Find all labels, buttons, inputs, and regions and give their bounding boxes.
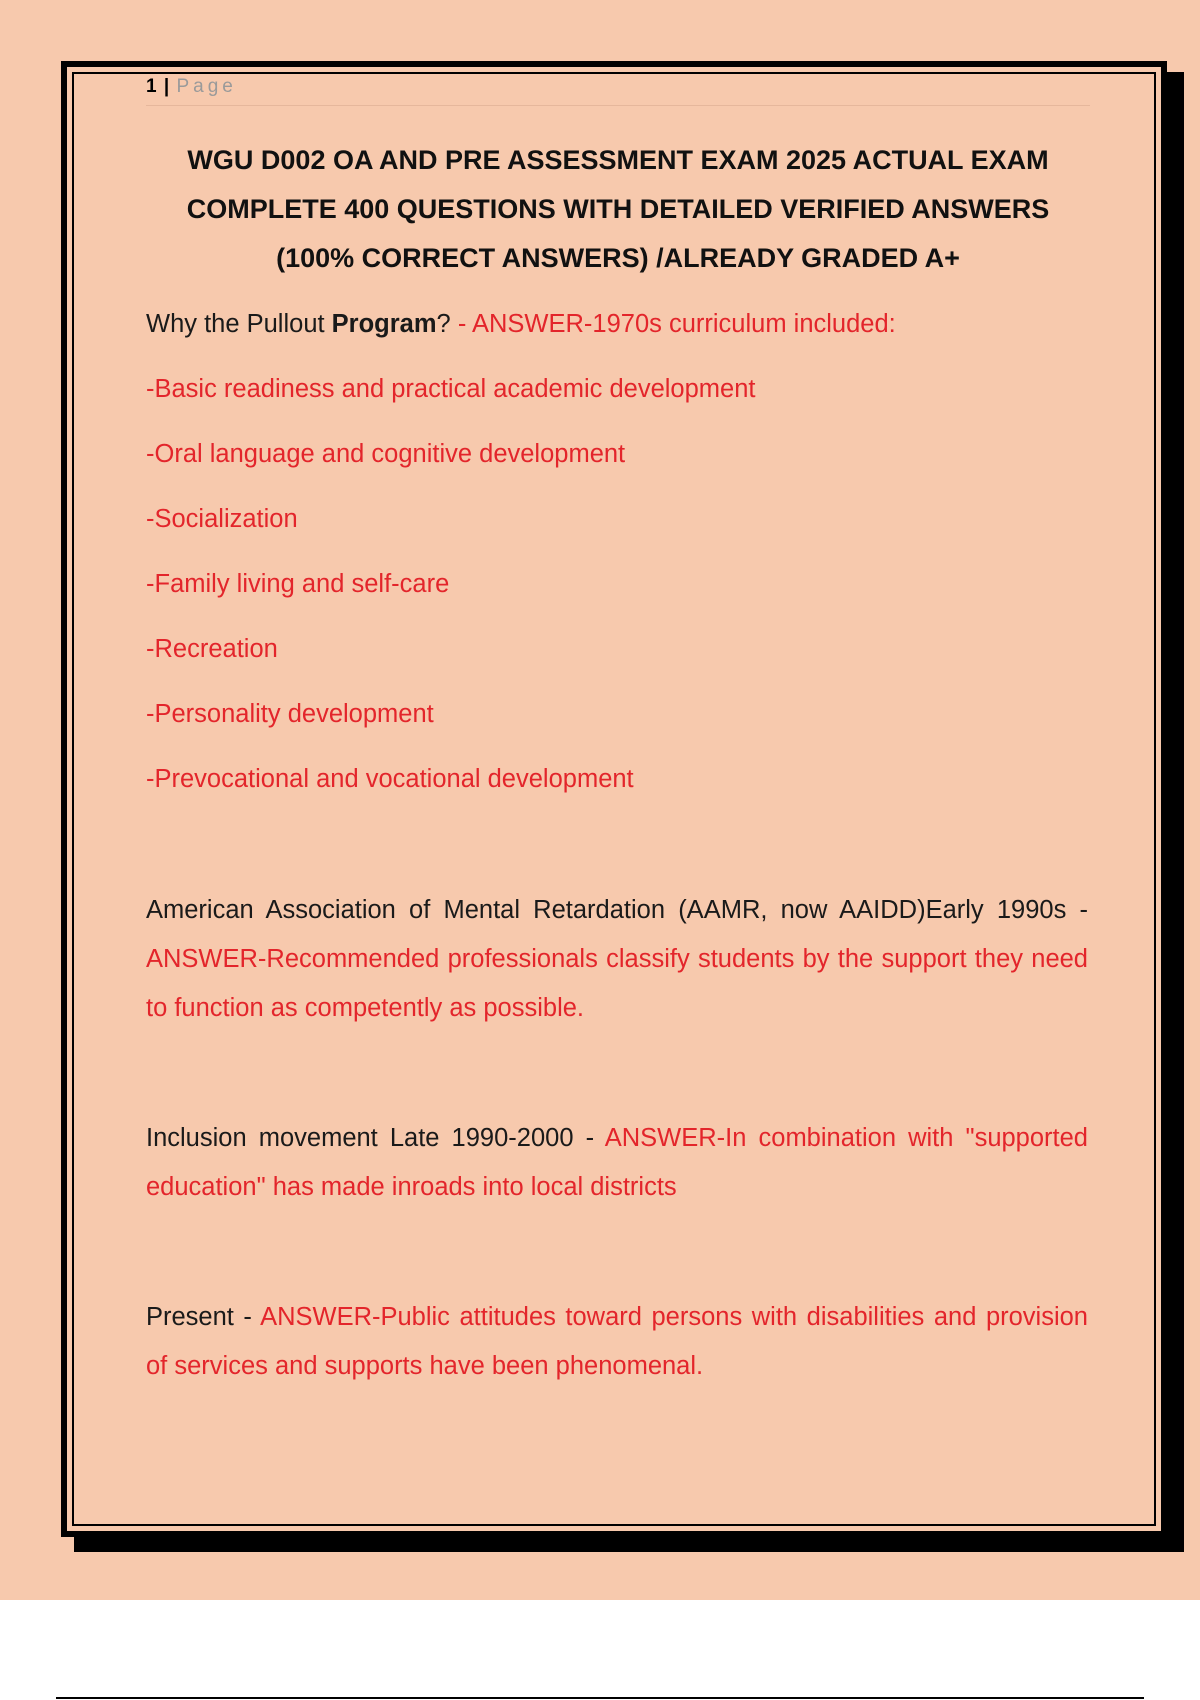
answer-list-item: -Prevocational and vocational development [146, 765, 634, 793]
answer-list-item: -Family living and self-care [146, 570, 450, 598]
page-label: Page [176, 76, 237, 97]
answer-list-item: -Oral language and cognitive development [146, 440, 626, 468]
qa-item-3 [146, 1114, 1088, 1212]
question-text: Inclusion movement Late 1990-2000 - [146, 1124, 605, 1152]
answer-list-item: -Recreation [146, 635, 278, 663]
document-body [146, 302, 1088, 1391]
answer-list-item: -Socialization [146, 505, 298, 533]
question-text: Why the Pullout [146, 310, 332, 338]
question-text: American Association of Mental Retardation (AAMR, now AAIDD)Early 1990s - [146, 896, 1088, 924]
page-number-separator: | [163, 76, 171, 97]
answer-text: ANSWER-In combination with "supported education" has made inroads into local districts [146, 1124, 1088, 1201]
title-line-1: WGU D002 OA AND PRE ASSESSMENT EXAM 2025 ACTUAL EXAM [187, 145, 1049, 175]
qa-item-2 [146, 886, 1088, 1033]
answer-text: - ANSWER-1970s curriculum included: [457, 310, 896, 338]
question-text-suffix: ? [436, 310, 458, 338]
answer-text: ANSWER-Recommended professionals classify students by the support they need to function as competently as possible. [146, 945, 1088, 1022]
title-line-3: (100% CORRECT ANSWERS) /ALREADY GRADED A+ [276, 243, 960, 273]
qa-item-1 [146, 302, 1088, 367]
page-number-header [146, 76, 237, 98]
spacer [146, 1033, 1088, 1114]
title-line-2: COMPLETE 400 QUESTIONS WITH DETAILED VERIFIED ANSWERS [186, 194, 1050, 224]
question-text: Present - [146, 1303, 261, 1331]
spacer [146, 1212, 1088, 1293]
answer-list-item: -Basic readiness and practical academic development [146, 375, 756, 403]
qa-item-4 [146, 1293, 1088, 1391]
page-number: 1 [146, 76, 158, 97]
footer-divider [56, 1697, 1144, 1699]
question-text-bold: Program [331, 310, 437, 338]
header-divider [146, 105, 1090, 106]
answer-text: ANSWER-Public attitudes toward persons with disabilities and provision of services and supports have been phenomenal. [146, 1303, 1088, 1380]
document-title [146, 136, 1090, 283]
answer-list-item: -Personality development [146, 700, 434, 728]
spacer [146, 822, 1088, 886]
